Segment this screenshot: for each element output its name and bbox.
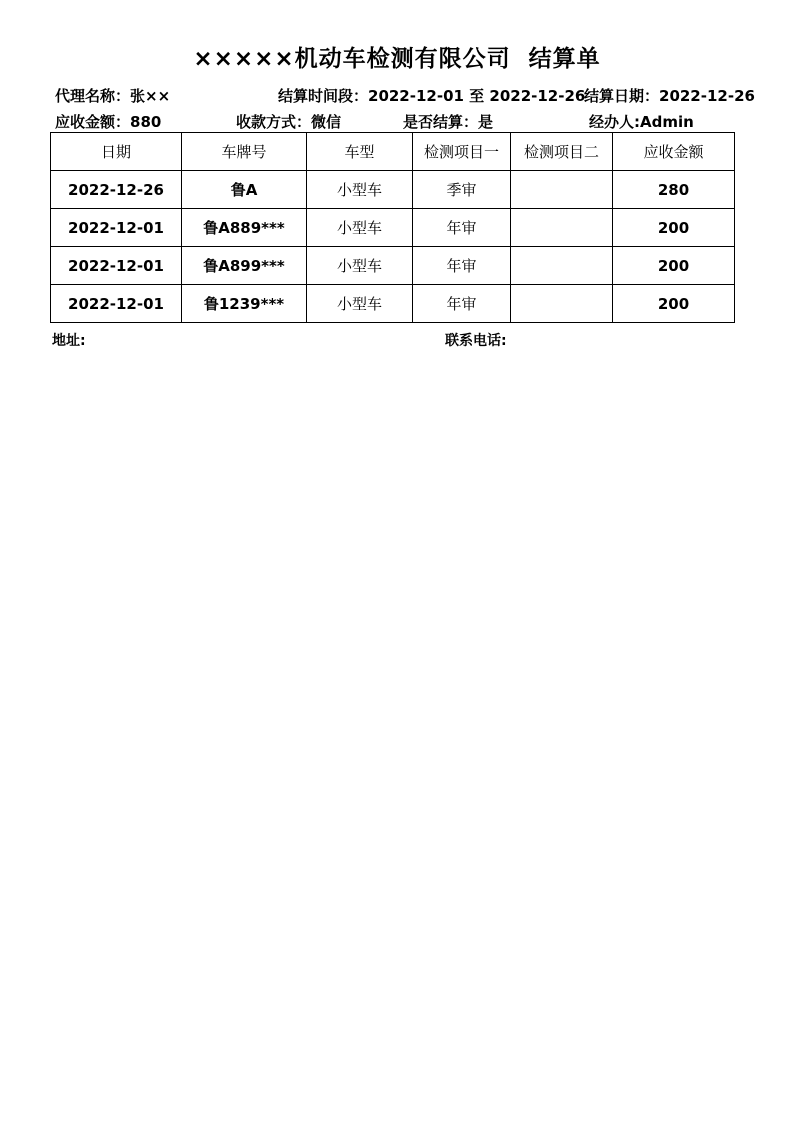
cell-date: 2022-12-01 xyxy=(51,247,182,285)
settled-status: 是否结算：是 xyxy=(403,113,494,131)
header-item-one: 检测项目一 xyxy=(413,133,511,171)
cell-item-two xyxy=(511,285,613,323)
cell-item-one: 年审 xyxy=(413,209,511,247)
cell-plate: 鲁A889*** xyxy=(182,209,307,247)
cell-amount: 280 xyxy=(613,171,735,209)
header-amount: 应收金额 xyxy=(613,133,735,171)
header-date: 日期 xyxy=(51,133,182,171)
phone-label: 联系电话: xyxy=(445,333,507,349)
bill-title: 结算单 xyxy=(528,46,601,72)
cell-plate: 鲁A899*** xyxy=(182,247,307,285)
company-name: ×××××机动车检测有限公司 xyxy=(193,46,511,72)
cell-item-two xyxy=(511,209,613,247)
table-row xyxy=(51,285,735,323)
handler: 经办人:Admin xyxy=(589,113,694,131)
cell-plate: 鲁1239*** xyxy=(182,285,307,323)
document-title xyxy=(0,40,794,73)
table-row xyxy=(51,171,735,209)
header-vehicle-type: 车型 xyxy=(307,133,413,171)
header-plate: 车牌号 xyxy=(182,133,307,171)
cell-item-two xyxy=(511,247,613,285)
settlement-period: 结算时间段：2022-12-01 至 2022-12-26 xyxy=(278,87,586,105)
cell-date: 2022-12-01 xyxy=(51,209,182,247)
cell-date: 2022-12-26 xyxy=(51,171,182,209)
cell-plate: 鲁A xyxy=(182,171,307,209)
cell-vehicle-type: 小型车 xyxy=(307,171,413,209)
cell-item-two xyxy=(511,171,613,209)
settlement-table xyxy=(50,132,735,323)
cell-amount: 200 xyxy=(613,285,735,323)
cell-date: 2022-12-01 xyxy=(51,285,182,323)
table-row xyxy=(51,247,735,285)
settlement-date: 结算日期：2022-12-26 xyxy=(584,87,755,105)
table-row xyxy=(51,209,735,247)
cell-vehicle-type: 小型车 xyxy=(307,209,413,247)
cell-amount: 200 xyxy=(613,209,735,247)
receivable-amount: 应收金额：880 xyxy=(55,113,162,131)
address-label: 地址: xyxy=(52,333,86,349)
cell-vehicle-type: 小型车 xyxy=(307,285,413,323)
cell-item-one: 年审 xyxy=(413,247,511,285)
agent-name: 代理名称：张×× xyxy=(55,87,171,105)
cell-item-one: 年审 xyxy=(413,285,511,323)
table-header-row xyxy=(51,133,735,171)
payment-method: 收款方式：微信 xyxy=(236,113,342,131)
cell-item-one: 季审 xyxy=(413,171,511,209)
header-item-two: 检测项目二 xyxy=(511,133,613,171)
cell-amount: 200 xyxy=(613,247,735,285)
cell-vehicle-type: 小型车 xyxy=(307,247,413,285)
